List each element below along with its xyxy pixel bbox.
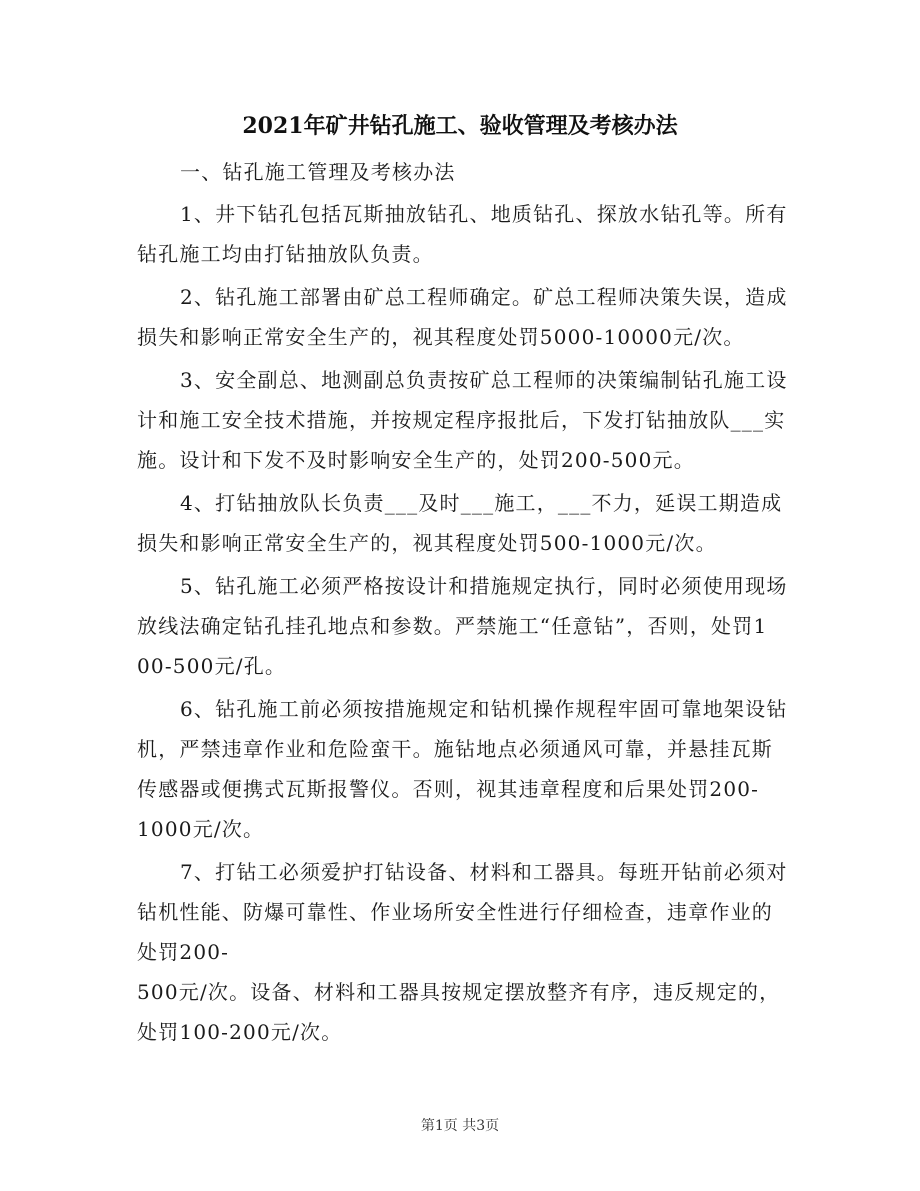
paragraph-line: 7、打钻工必须爱护打钻设备、材料和工器具。每班开钻前必须对 — [180, 860, 788, 884]
paragraph-6 — [137, 689, 788, 849]
paragraph-2 — [137, 277, 788, 357]
page-number-footer: 第1页 共3页 — [420, 1118, 500, 1134]
paragraph-line: 00-500元/孔。 — [137, 654, 287, 678]
paragraph-line: 2、钻孔施工部署由矿总工程师确定。矿总工程师决策失误，造成 — [180, 285, 788, 309]
paragraph-line: 损失和影响正常安全生产的，视其程度处罚500-1000元/次。 — [137, 531, 717, 555]
paragraph-line: 施。设计和下发不及时影响安全生产的，处罚200-500元。 — [137, 448, 695, 472]
section-heading-text: 一、钻孔施工管理及考核办法 — [180, 160, 456, 184]
paragraph-line: 6、钻孔施工前必须按措施规定和钻机操作规程牢固可靠地架设钻 — [180, 697, 788, 721]
paragraph-line: 计和施工安全技术措施，并按规定程序报批后，下发打钻抽放队___实 — [137, 408, 786, 432]
document-title: 2021年矿井钻孔施工、验收管理及考核办法 — [242, 113, 678, 139]
paragraph-5 — [137, 566, 788, 686]
document-body — [137, 152, 788, 1055]
paragraph-line: 3、安全副总、地测副总负责按矿总工程师的决策编制钻孔施工设 — [180, 368, 788, 392]
paragraph-4 — [137, 483, 782, 563]
paragraph-line: 4、打钻抽放队长负责___及时___施工，___不力，延误工期造成 — [180, 491, 783, 515]
paragraph-line: 钻机性能、防爆可靠性、作业场所安全性进行仔细检查，违章作业的 — [137, 900, 773, 924]
paragraph-line: 500元/次。设备、材料和工器具按规定摆放整齐有序，违反规定的， — [137, 980, 781, 1004]
section-heading — [137, 152, 782, 192]
paragraph-line: 处罚100-200元/次。 — [137, 1020, 343, 1044]
paragraph-line: 机，严禁违章作业和危险蛮干。施钻地点必须通风可靠，并悬挂瓦斯 — [137, 737, 773, 761]
paragraph-7 — [137, 852, 788, 1052]
paragraph-line: 处罚200- — [137, 940, 230, 964]
paragraph-line: 传感器或便携式瓦斯报警仪。否则，视其违章程度和后果处罚200- — [137, 777, 760, 801]
paragraph-line: 放线法确定钻孔挂孔地点和参数。严禁施工“任意钻”，否则，处罚1 — [137, 614, 768, 638]
paragraph-1 — [137, 194, 788, 274]
paragraph-line: 5、钻孔施工必须严格按设计和措施规定执行，同时必须使用现场 — [180, 574, 788, 598]
paragraph-line: 损失和影响正常安全生产的，视其程度处罚5000-10000元/次。 — [137, 325, 745, 349]
paragraph-line: 1000元/次。 — [137, 817, 265, 841]
paragraph-3 — [137, 360, 788, 480]
paragraph-line: 钻孔施工均由打钻抽放队负责。 — [137, 242, 434, 266]
paragraph-line: 1、井下钻孔包括瓦斯抽放钻孔、地质钻孔、探放水钻孔等。所有 — [180, 202, 788, 226]
